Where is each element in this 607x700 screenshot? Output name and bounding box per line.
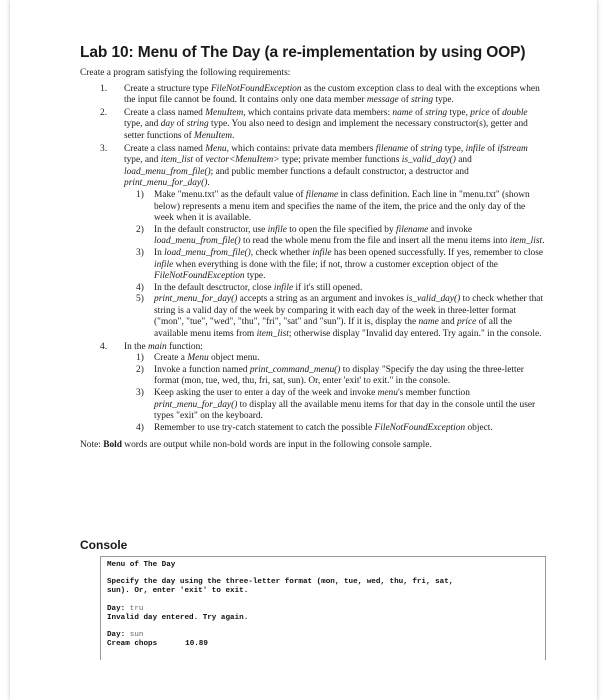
- console-sample: [100, 556, 546, 660]
- console-prompt: Specify the day using the three-letter format (mon, tue, wed, thu, fri, sat,: [107, 578, 454, 587]
- requirement-item-4: 4. In the main function: 1) Create a Menu object menu. 2) Invoke a function named print_command_menu() to display "Specify the day using the three-letter format (mon, tue, wed, thu, fri, sat, sun). Or, enter 'exit' to exit." in the console. 3) Keep asking the user to enter a day of the week and invoke menu's member function print_menu_for_day() to display all the available menu items for that day in the console until the user types "exit" on the keyboard. 4) Remember to use try-catch statement to catch the possible FileNotFoundException object.: [80, 342, 546, 435]
- document-page: [10, 0, 597, 700]
- sub-list: [124, 190, 546, 341]
- sub-item: 4) Remember to use try-catch statement to catch the possible FileNotFoundException object.: [136, 422, 493, 433]
- item-number: 1.: [100, 83, 108, 94]
- console-error: Invalid day entered. Try again.: [107, 613, 249, 622]
- note-text: Note: Bold words are output while non-bold words are input in the following console sample.: [80, 440, 432, 451]
- console-heading: Console: [80, 538, 128, 552]
- item-number: 2.: [100, 107, 108, 118]
- sub-item: 5) print_menu_for_day() accepts a string as an argument and invokes is_valid_day() to check whether that string is a valid day of the week by comparing it with each day of the week in three-letter format ("mon", "tue", "wed", "thu", "fri", "sat" and "sun"). If it is, display the name and price of all the available menu items from item_list; otherwise display "Invalid day entered. Try again." in the console.: [136, 294, 544, 340]
- console-day-input: Day: tru: [107, 604, 144, 613]
- sub-item: 1) Create a Menu object menu.: [136, 353, 260, 364]
- document-body: [80, 68, 546, 452]
- requirement-item-2: 2. Create a class named MenuItem, which contains private data members: name of string type, price of double type, and day of string type. You also need to design and implement the necessary constructor(s), getter and setter functions of MenuItem.: [100, 107, 528, 141]
- console-prompt: sun). Or, enter 'exit' to exit.: [107, 587, 249, 596]
- console-day-input: Day: sun: [107, 631, 144, 640]
- sub-item: 4) In the default desctructor, close infile if it's still opened.: [136, 282, 363, 293]
- sub-item: 2) In the default constructor, use infile to open the file specified by filename and invoke load_menu_from_file() to read the whole menu from the file and insert all the menu items into item_list.: [136, 224, 545, 247]
- sub-item: 2) Invoke a function named print_command_menu() to display "Specify the day using the three-letter format (mon, tue, wed, thu, fri, sat, sun). Or, enter 'exit' to exit." in the console.: [136, 364, 524, 387]
- requirement-item-3: 3. Create a class named Menu, which contains: private data members filename of string type, infile of ifstream type, and item_list of vector<MenuItem> type; private member functions is_valid_day() and load_menu_from_file(); and public member functions a default constructor, a destructor and print_menu_for_day(). 1) Make "menu.txt" as the default value of filename in class definition. Each line in "menu.txt" (shown below) represents a menu item and specifies the name of the item, the price and the only day of the week when it is available. 2) In the default constructor, use infile to open the file specified by filename and invoke load_menu_from_file() to read the whole menu from the file and insert all the menu items into item_list. 3) In load_menu_from_file(), check whether infile has been opened successfully. If yes, remember to close infile when everything is done with the file; if not, throw a customer exception object of the FileNotFoundException type. 4) In the default desctructor, close infile if it's still opened. 5) print_menu_for_day() accepts a string as an argument and invokes is_valid_day() to check whether that string is a valid day of the week by comparing it with each day of the week in three-letter format ("mon", "tue", "wed", "thu", "fri", "sat" and "sun"). If it is, display the name and price of all the available menu items from item_list; otherwise display "Invalid day entered. Try again." in the console.: [100, 143, 545, 340]
- intro-text: Create a program satisfying the following requirements:: [80, 68, 291, 78]
- console-menu-item: Cream chops 10.89: [107, 640, 208, 649]
- sub-item: 3) In load_menu_from_file(), check whether infile has been opened successfully. If yes, remember to close infile when everything is done with the file; if not, throw a customer exception object of the FileNotFoundException type.: [136, 247, 544, 282]
- item-number: 4.: [100, 341, 108, 352]
- requirement-item-1: 1. Create a structure type FileNotFoundException as the custom exception class to deal with the exceptions when the input file cannot be found. It contains only one data member message of string type.: [100, 83, 540, 106]
- console-header: Menu of The Day: [107, 561, 176, 569]
- sub-list: [124, 353, 546, 434]
- item-number: 3.: [100, 143, 108, 154]
- page-title: Lab 10: Menu of The Day (a re-implementation by using OOP): [80, 44, 526, 61]
- sub-item: 1) Make "menu.txt" as the default value of filename in class definition. Each line in "menu.txt" (shown below) represents a menu item and specifies the name of the item, the price and the only day of the week when it is available.: [136, 189, 530, 224]
- requirements-list: [80, 84, 546, 435]
- sub-item: 3) Keep asking the user to enter a day of the week and invoke menu's member function print_menu_for_day() to display all the available menu items for that day in the console until the user types "exit" on the keyboard.: [136, 388, 536, 422]
